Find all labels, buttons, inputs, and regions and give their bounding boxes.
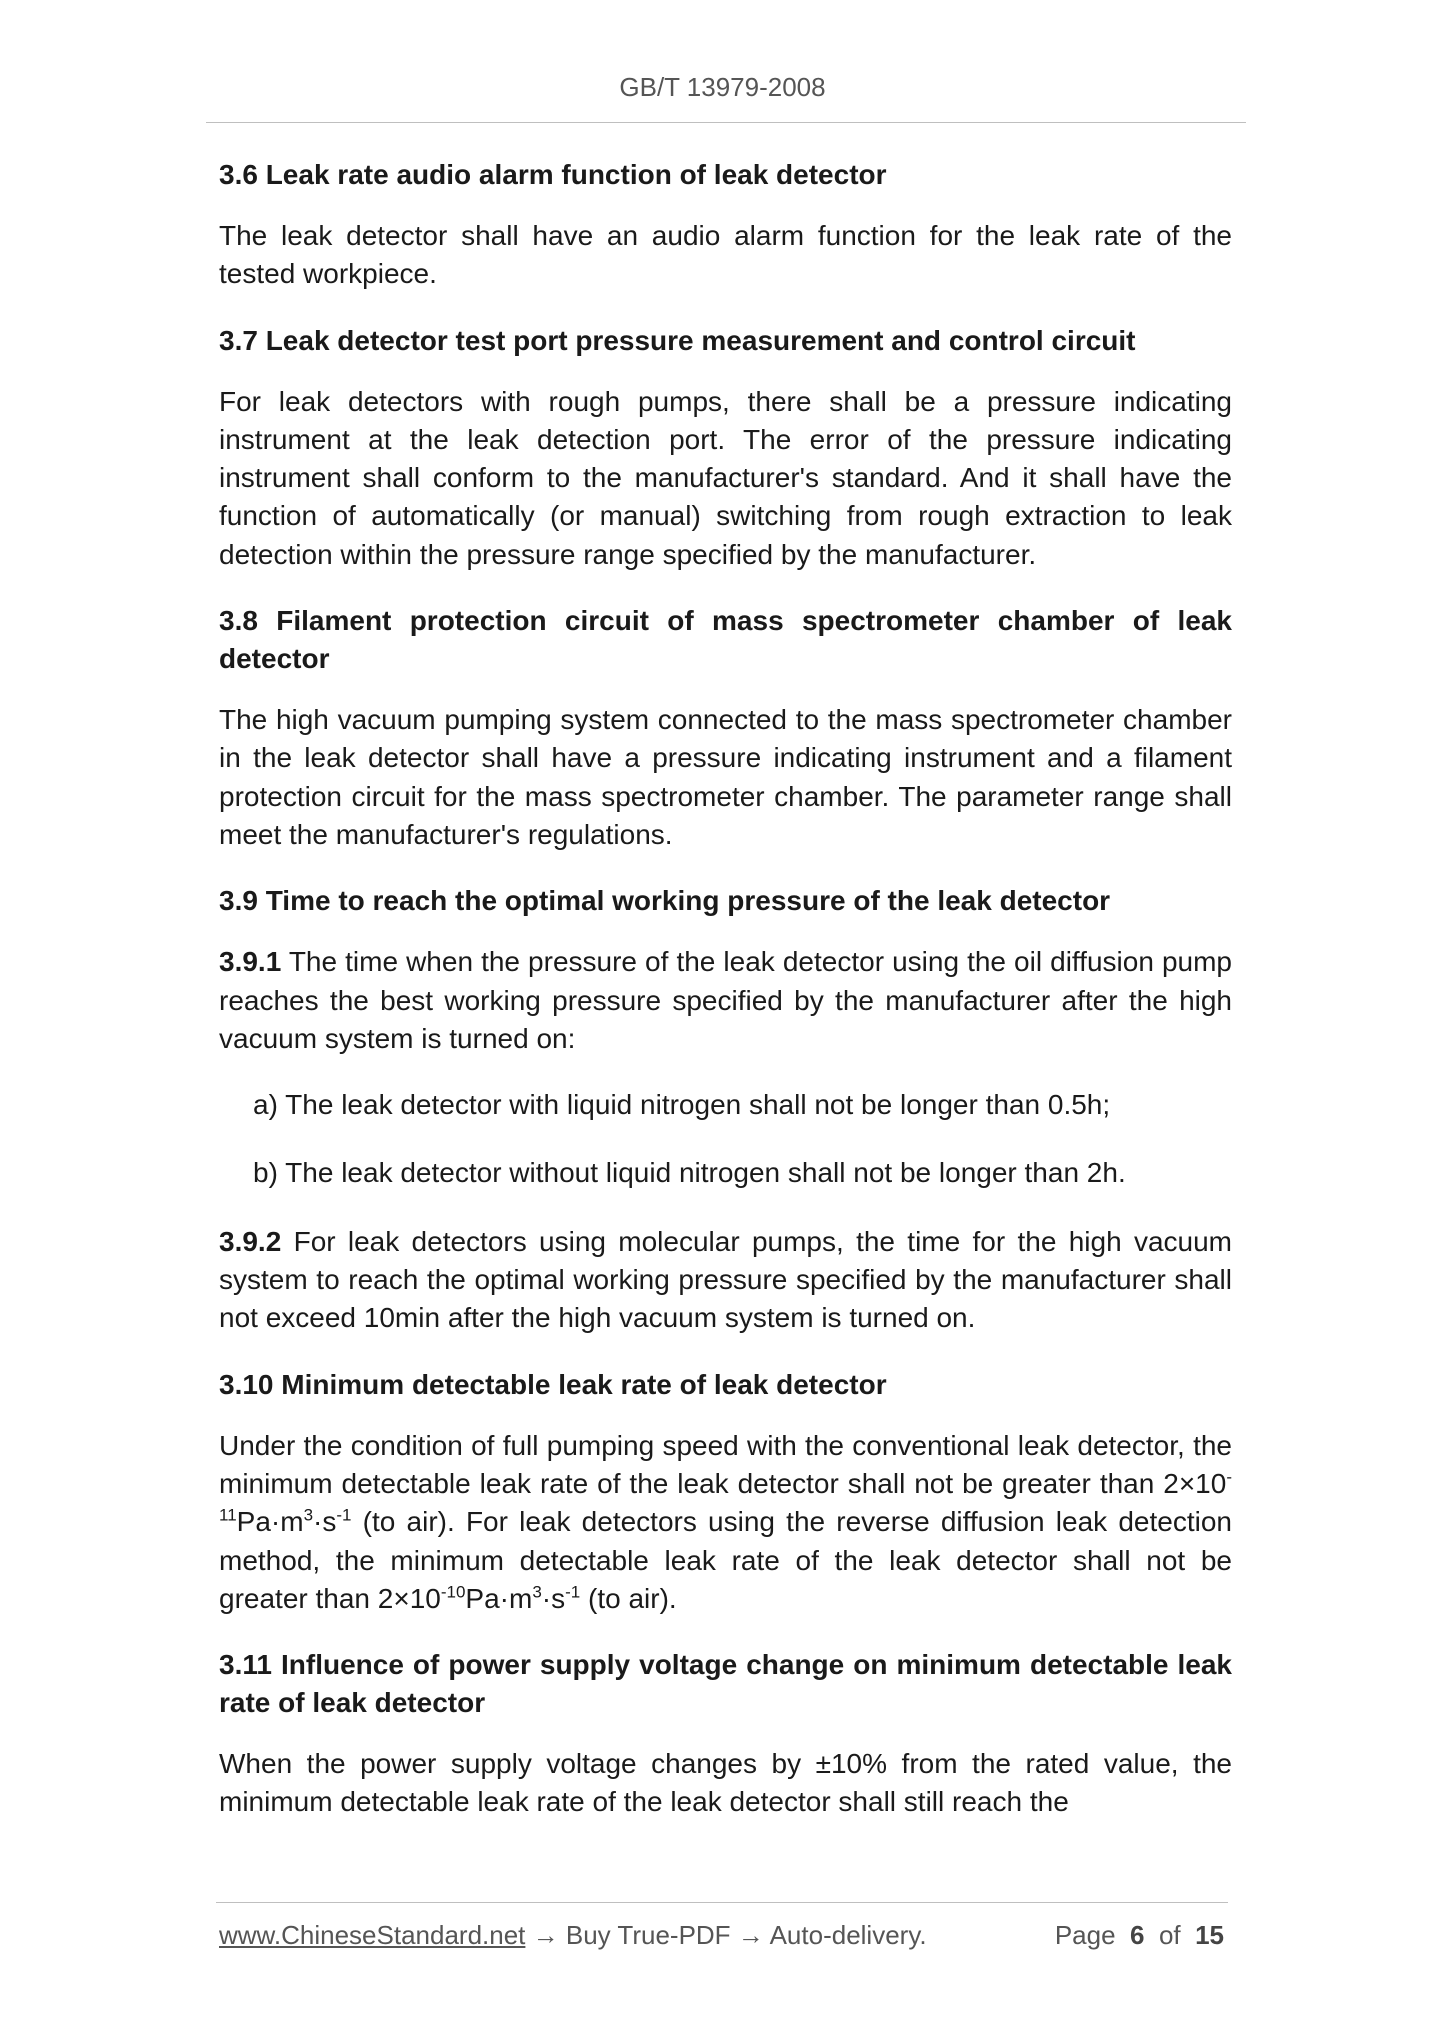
text-run: (to air). bbox=[580, 1582, 677, 1614]
website-link[interactable]: www.ChineseStandard.net bbox=[219, 1920, 526, 1950]
section-heading-3-8: 3.8 Filament protection circuit of mass spectrometer chamber of leak detector bbox=[219, 605, 1232, 675]
text-run: Pa·m bbox=[236, 1506, 304, 1538]
section-body-3-6: The leak detector shall have an audio alarm function for the leak rate of the tested workpiece. bbox=[219, 220, 1232, 290]
exponent: 3 bbox=[532, 1582, 542, 1602]
exponent: -1 bbox=[336, 1505, 352, 1525]
page-total: 15 bbox=[1195, 1920, 1224, 1950]
document-header: GB/T 13979-2008 bbox=[619, 72, 826, 102]
clause-number: 3.9.1 bbox=[219, 946, 282, 978]
section-heading-3-11: 3.11 Influence of power supply voltage change on minimum detectable leak rate of leak detector bbox=[219, 1649, 1232, 1719]
clause-text: For leak detectors using molecular pumps, the time for the high vacuum system to reach the optimal working pressure specified by the manufacturer shall not exceed 10min after the high vacuum system is turned on. bbox=[219, 1225, 1232, 1334]
text-run: Pa·m bbox=[465, 1582, 533, 1614]
exponent: -10 bbox=[440, 1582, 466, 1602]
clause-3-9-1 bbox=[219, 943, 1232, 1058]
exponent: -11 bbox=[219, 1467, 1232, 1525]
section-body-3-11: When the power supply voltage changes by ±10% from the rated value, the minimum detectable leak rate of the leak detector shall still reach the bbox=[219, 1748, 1232, 1818]
section-heading-3-9: 3.9 Time to reach the optimal working pressure of the leak detector bbox=[219, 885, 1111, 917]
section-body-3-8: The high vacuum pumping system connected to the mass spectrometer chamber in the leak detector shall have a pressure indicating instrument and a filament protection circuit for the mass spectrometer chamber. The parameter range shall meet the manufacturer's regulations. bbox=[219, 704, 1232, 850]
header-divider bbox=[206, 122, 1246, 123]
list-item-a: a) The leak detector with liquid nitrogen shall not be longer than 0.5h; bbox=[253, 1089, 1111, 1121]
text-run: (to air). For leak detectors using the reverse diffusion leak detection method, the minimum detectable leak rate of the leak detector shall not be greater than 2×10 bbox=[219, 1506, 1232, 1614]
page-number: 6 bbox=[1130, 1920, 1145, 1950]
clause-number: 3.9.2 bbox=[219, 1225, 282, 1257]
section-heading-3-7: 3.7 Leak detector test port pressure measurement and control circuit bbox=[219, 324, 1136, 356]
page-footer bbox=[219, 1920, 1232, 1951]
text-run: Under the condition of full pumping speed with the conventional leak detector, the minimum detectable leak rate of the leak detector shall not be greater than 2×10 bbox=[219, 1429, 1232, 1499]
exponent: 3 bbox=[303, 1505, 314, 1525]
exponent: -1 bbox=[565, 1582, 581, 1602]
auto-delivery-text: Auto-delivery. bbox=[769, 1920, 927, 1950]
list-item-b: b) The leak detector without liquid nitrogen shall not be longer than 2h. bbox=[253, 1157, 1126, 1189]
page-content bbox=[219, 156, 1232, 1850]
footer-divider bbox=[216, 1902, 1228, 1903]
section-body-3-10 bbox=[219, 1427, 1232, 1618]
page-indicator bbox=[1055, 1920, 1224, 1951]
arrow-icon: → bbox=[730, 1920, 770, 1950]
page-label: Page bbox=[1054, 1920, 1116, 1950]
buy-pdf-text: Buy True-PDF bbox=[565, 1920, 731, 1950]
clause-3-9-2 bbox=[219, 1223, 1232, 1338]
section-heading-3-10: 3.10 Minimum detectable leak rate of leak detector bbox=[219, 1368, 887, 1400]
text-run: ·s bbox=[313, 1506, 337, 1538]
text-run: ·s bbox=[541, 1582, 566, 1614]
section-body-3-7: For leak detectors with rough pumps, there shall be a pressure indicating instrument at the leak detection port. The error of the pressure indicating instrument shall conform to the manufacturer's standard. And it shall have the function of automatically (or manual) switching from rough extraction to leak detection within the pressure range specified by the manufacturer. bbox=[219, 385, 1232, 570]
section-heading-3-6: 3.6 Leak rate audio alarm function of leak detector bbox=[219, 159, 887, 190]
of-label: of bbox=[1158, 1920, 1181, 1950]
arrow-icon: → bbox=[525, 1920, 566, 1950]
clause-text: The time when the pressure of the leak detector using the oil diffusion pump reaches the best working pressure specified by the manufacturer after the high vacuum system is turned on: bbox=[219, 946, 1232, 1054]
